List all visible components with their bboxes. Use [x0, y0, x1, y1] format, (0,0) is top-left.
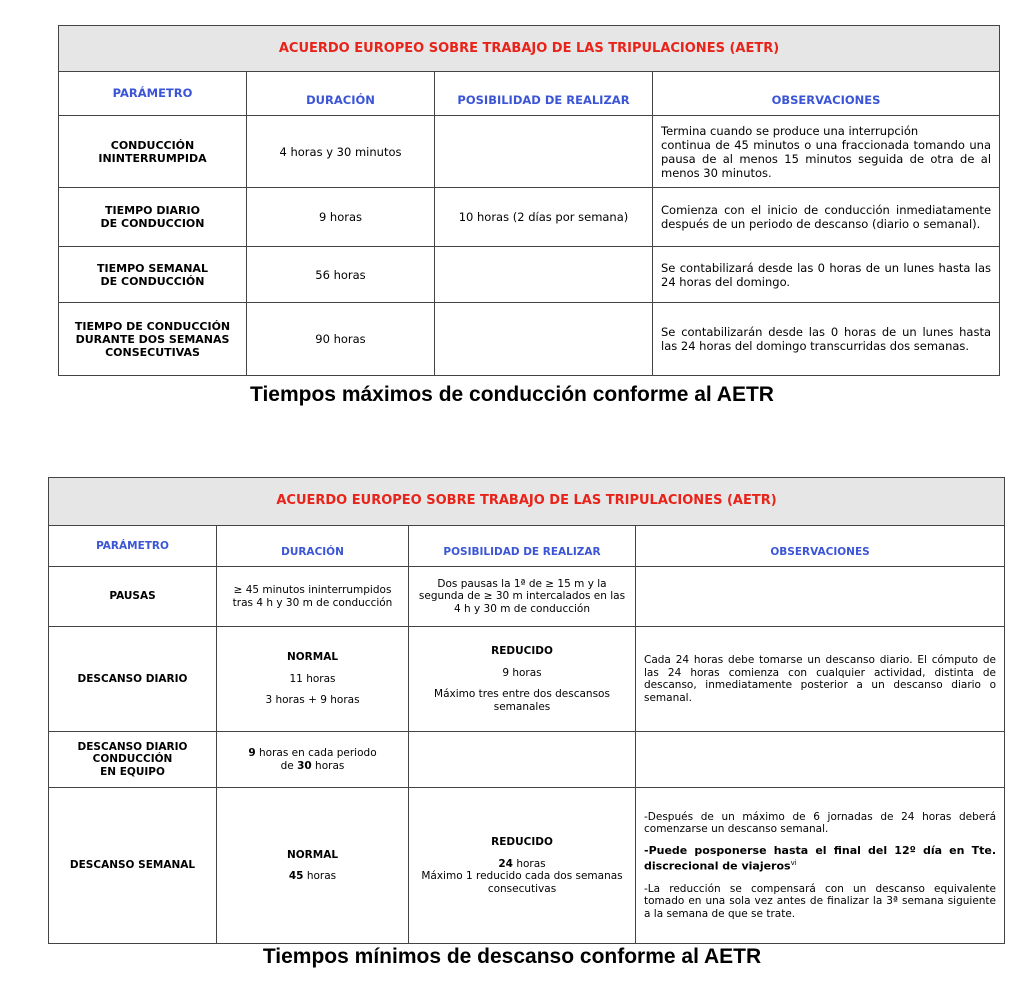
- header-observaciones: OBSERVACIONES: [653, 72, 1000, 116]
- param-cell: TIEMPO DIARIO DE CONDUCCION: [59, 188, 247, 247]
- caption-rest-times: Tiempos mínimos de descanso conforme al AETR: [262, 945, 762, 968]
- table-row: [49, 732, 1005, 788]
- table-row: [59, 116, 1000, 188]
- duration-cell: 56 horas: [247, 247, 435, 303]
- header-parametro: PARÁMETRO: [49, 526, 217, 567]
- possibility-cell: REDUCIDO 9 horas Máximo tres entre dos descansos semanales: [409, 627, 636, 732]
- table-title: ACUERDO EUROPEO SOBRE TRABAJO DE LAS TRIPULACIONES (AETR): [59, 26, 1000, 72]
- table-title: ACUERDO EUROPEO SOBRE TRABAJO DE LAS TRIPULACIONES (AETR): [49, 478, 1005, 526]
- table-row: [49, 627, 1005, 732]
- duration-cell: NORMAL 45 horas: [217, 788, 409, 944]
- param-cell: DESCANSO SEMANAL: [49, 788, 217, 944]
- header-duracion: DURACIÓN: [217, 526, 409, 567]
- param-cell: PAUSAS: [49, 567, 217, 627]
- table-row: [49, 567, 1005, 627]
- possibility-cell: [435, 116, 653, 188]
- observations-cell: -Después de un máximo de 6 jornadas de 24 horas deberá comenzarse un descanso semanal. -Puede posponerse hasta el final del 12º día en Tte. discrecional de viajeros$^{vi}$ -La reducción se compensará con un descanso equivalente tomado en una sola vez antes de finalizar la 3ª semana siguiente a la semana de que se trate.: [636, 788, 1005, 944]
- table-row: [49, 788, 1005, 944]
- caption-driving-times: Tiempos máximos de conducción conforme al AETR: [250, 383, 774, 406]
- observations-cell: Comienza con el inicio de conducción inmediatamente después de un periodo de descanso (diario o semanal).: [653, 188, 1000, 247]
- possibility-cell: REDUCIDO 24 horas Máximo 1 reducido cada dos semanas consecutivas: [409, 788, 636, 944]
- duration-cell: 9 horas en cada periodo de 30 horas: [217, 732, 409, 788]
- header-observaciones: OBSERVACIONES: [636, 526, 1005, 567]
- duration-cell: NORMAL 11 horas 3 horas + 9 horas: [217, 627, 409, 732]
- possibility-cell: 10 horas (2 días por semana): [435, 188, 653, 247]
- observations-cell: [636, 567, 1005, 627]
- param-cell: CONDUCCIÓN ININTERRUMPIDA: [59, 116, 247, 188]
- param-cell: DESCANSO DIARIO CONDUCCIÓN EN EQUIPO: [49, 732, 217, 788]
- rest-times-table: [48, 477, 1005, 944]
- duration-cell: 4 horas y 30 minutos: [247, 116, 435, 188]
- param-cell: TIEMPO SEMANAL DE CONDUCCIÓN: [59, 247, 247, 303]
- header-parametro: PARÁMETRO: [59, 72, 247, 116]
- driving-times-table: [58, 25, 1000, 376]
- observations-cell: Se contabilizarán desde las 0 horas de un lunes hasta las 24 horas del domingo transcurridas dos semanas.: [653, 303, 1000, 376]
- table-row: [59, 188, 1000, 247]
- possibility-cell: [435, 247, 653, 303]
- possibility-cell: Dos pausas la 1ª de ≥ 15 m y la segunda de ≥ 30 m intercalados en las 4 h y 30 m de conducción: [409, 567, 636, 627]
- header-posibilidad: POSIBILIDAD DE REALIZAR: [409, 526, 636, 567]
- param-cell: TIEMPO DE CONDUCCIÓN DURANTE DOS SEMANAS CONSECUTIVAS: [59, 303, 247, 376]
- param-cell: DESCANSO DIARIO: [49, 627, 217, 732]
- observations-cell: Se contabilizará desde las 0 horas de un lunes hasta las 24 horas del domingo.: [653, 247, 1000, 303]
- header-duracion: DURACIÓN: [247, 72, 435, 116]
- table-row: [59, 303, 1000, 376]
- table-row: [59, 247, 1000, 303]
- duration-cell: 9 horas: [247, 188, 435, 247]
- header-posibilidad: POSIBILIDAD DE REALIZAR: [435, 72, 653, 116]
- possibility-cell: [409, 732, 636, 788]
- observations-cell: [636, 732, 1005, 788]
- duration-cell: ≥ 45 minutos ininterrumpidos tras 4 h y 30 m de conducción: [217, 567, 409, 627]
- possibility-cell: [435, 303, 653, 376]
- observations-cell: Cada 24 horas debe tomarse un descanso diario. El cómputo de las 24 horas comienza con cualquier actividad, distinta de descanso, inmediatamente posterior a un descanso diario o semanal.: [636, 627, 1005, 732]
- duration-cell: 90 horas: [247, 303, 435, 376]
- observations-cell: Termina cuando se produce una interrupción continua de 45 minutos o una fraccionada tomando una pausa de al menos 15 minutos seguida de otra de al menos 30 minutos.: [653, 116, 1000, 188]
